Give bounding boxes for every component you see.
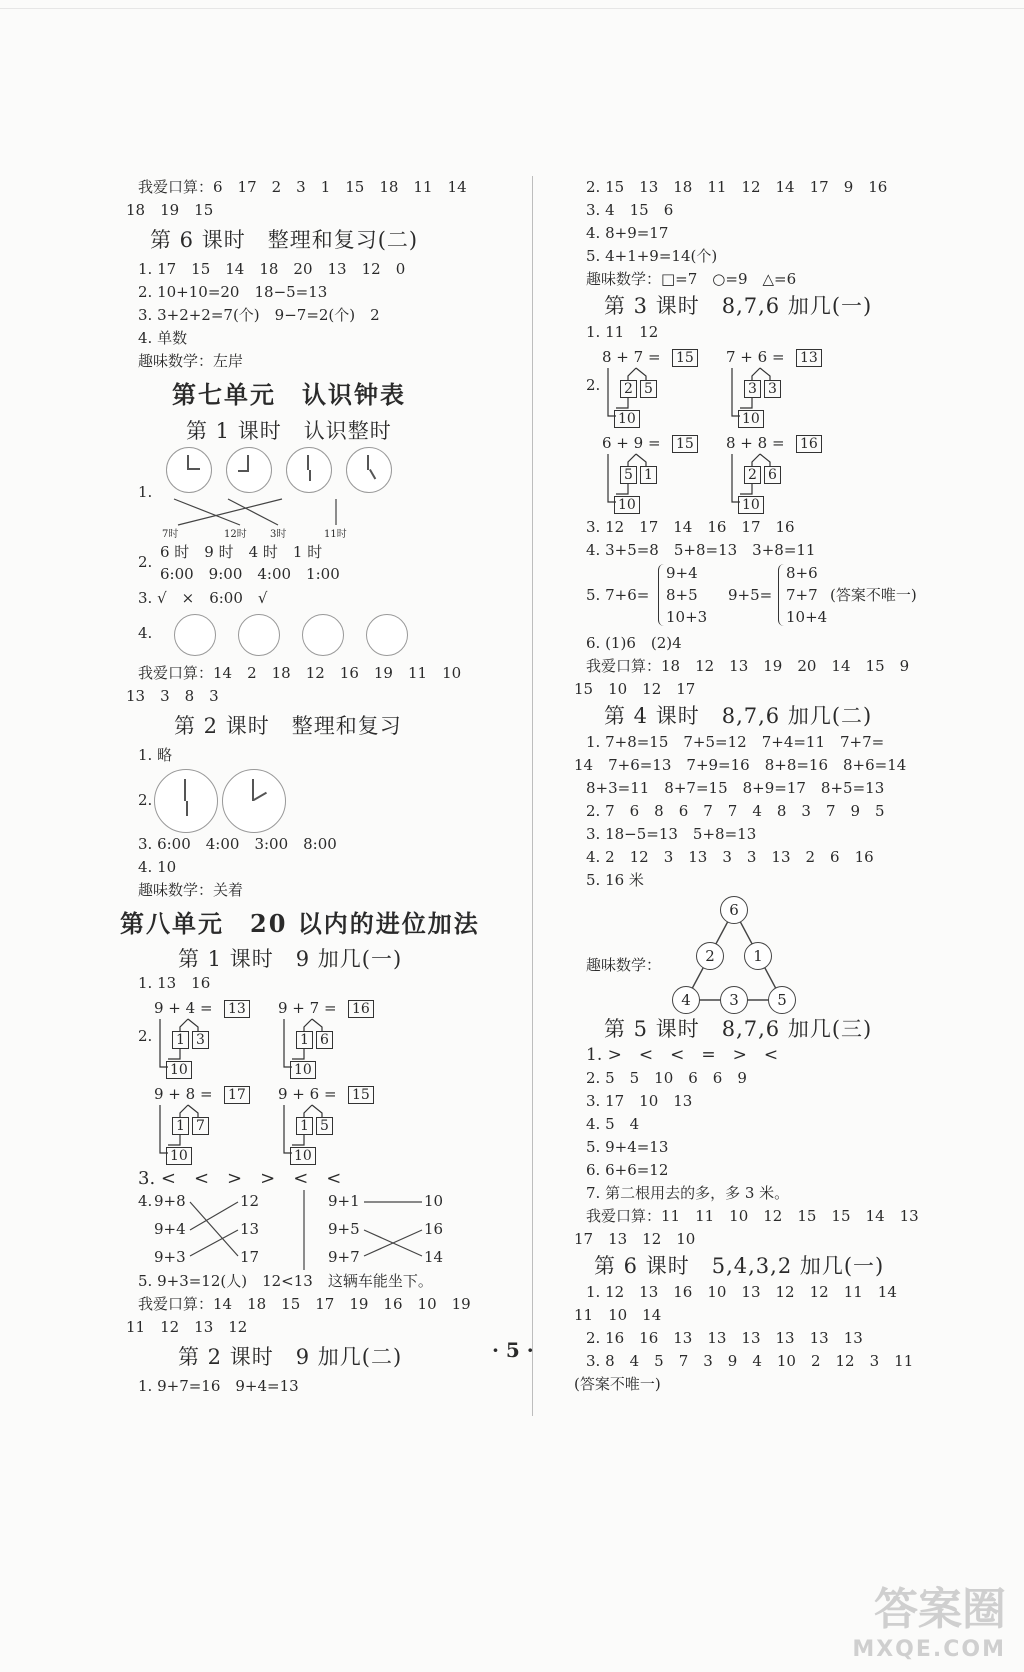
ten-box: 10 [166,1061,192,1079]
answer-line: 1. > < < = > < [586,1045,779,1065]
decompose-diagram [154,999,274,1083]
clock-row [174,614,408,656]
answer-line: 2. 7 6 8 6 7 7 4 8 3 7 9 5 [586,802,885,820]
lesson-heading: 第 4 课时 8,7,6 加几(二) [604,704,873,728]
split-box: 3 [192,1031,209,1049]
answer-line: 3. 8 4 5 7 3 9 4 10 2 12 3 11 [586,1352,914,1370]
answer-line: 7. 第二根用去的多，多 3 米。 [586,1184,790,1202]
answer-line: 6:00 9:00 4:00 1:00 [160,565,340,583]
ten-box: 10 [614,410,640,428]
split-box: 1 [296,1117,313,1135]
clock-face [302,614,344,656]
triangle-node: 4 [672,986,700,1014]
result-box: 15 [672,349,698,367]
fun-math-line: 趣味数学：关着 [138,881,244,899]
split-box: 1 [640,466,657,484]
answer-line: 11 10 14 [574,1306,662,1324]
oral-calc-cont: 13 3 8 3 [126,687,219,705]
answer-line: 8+3=11 8+7=15 8+9=17 8+5=13 [586,779,885,797]
answer-line: 2. 10+10=20 18−5=13 [138,283,328,301]
result-box: 17 [224,1086,250,1104]
expr: 9+4 [154,1220,186,1238]
answer-line: 3. √ × 6:00 √ [138,589,268,607]
value: 10 [424,1192,444,1210]
result-box: 13 [224,1000,250,1018]
split-box: 1 [172,1117,189,1135]
answer-line: 3. 17 10 13 [586,1092,693,1110]
split-box: 3 [764,380,781,398]
clock-face [154,769,218,833]
matching-question [138,1190,516,1270]
answer-line: 1. 略 [138,746,173,764]
answer-line: 1. 11 12 [586,323,659,341]
clock-label: 3时 [270,529,287,540]
answer-line: 5. 7+6= [586,586,650,604]
ten-box: 10 [290,1061,316,1079]
value: 12 [240,1192,260,1210]
triangle-node: 1 [744,942,772,970]
oral-calc-line: 我爱口算：18 12 13 19 20 14 15 9 [586,657,910,675]
clock-label: 11时 [324,529,347,540]
option: 8+6 [786,564,818,582]
question-number: 4. [138,1192,153,1210]
question-number: 2. [586,376,601,394]
top-border [0,8,1024,9]
split-box: 2 [620,380,637,398]
question-number: 2. [138,1027,153,1045]
question-5 [586,562,966,632]
equation: 9 + 4 = [154,999,213,1017]
watermark-url: MXQE.COM [852,1637,1006,1662]
lesson-heading: 第 6 课时 5,4,3,2 加几(一) [594,1254,885,1278]
equation: 6 + 9 = [602,434,661,452]
decompose-diagram [602,434,722,518]
answer-line: 6. 6+6=12 [586,1161,669,1179]
decompose-diagram [278,1085,398,1169]
answer-line: 3. 18−5=13 5+8=13 [586,825,757,843]
split-box: 5 [620,466,637,484]
result-box: 15 [348,1086,374,1104]
triangle-puzzle [586,892,966,1014]
answer-line: 6 时 9 时 4 时 1 时 [160,543,323,561]
result-box: 16 [348,1000,374,1018]
result-box: 13 [796,349,822,367]
option: 10+4 [786,608,828,626]
answer-line: 5. 9+3=12(人) 12<13 这辆车能坐下。 [138,1272,433,1290]
answer-line: 4. 5 4 [586,1115,640,1133]
answer-line: 5. 9+4=13 [586,1138,669,1156]
clock-match-question [138,445,516,541]
decompose-diagram [726,434,846,518]
answer-line: 3. 6:00 4:00 3:00 8:00 [138,835,337,853]
answer-line: 5. 4+1+9=14(个) [586,247,718,265]
clock-face [366,614,408,656]
answer-line: 4. 3+5=8 5+8=13 3+8=11 [586,541,816,559]
oral-calc-cont: 17 13 12 10 [574,1230,696,1248]
answer-line: 3. 3+2+2=7(个) 9−7=2(个) 2 [138,306,380,324]
decompose-diagram [602,348,722,432]
question-number: 2. [138,791,153,809]
fun-math-line: 趣味数学：左岸 [138,352,244,370]
answer-line: 4. 单数 [138,329,188,347]
unit-heading: 第七单元 认识钟表 [172,380,406,409]
clock-label: 7时 [162,529,179,540]
lesson-heading: 第 5 课时 8,7,6 加几(三) [604,1017,873,1041]
split-box: 6 [316,1031,333,1049]
fun-math-line: 趣味数学：□=7 ○=9 △=6 [586,270,797,288]
lesson-heading: 第 2 课时 整理和复习 [174,714,402,738]
decompose-diagram [154,1085,274,1169]
decompose-diagrams [138,995,516,1167]
split-box: 7 [192,1117,209,1135]
result-box: 15 [672,435,698,453]
split-box: 5 [316,1117,333,1135]
answer-line: 4. 2 12 3 13 3 3 13 2 6 16 [586,848,874,866]
clock-face [238,614,280,656]
equation: 7 + 6 = [726,348,785,366]
result-box: 16 [796,435,822,453]
option: 7+7 [786,586,818,604]
lesson-heading: 第 2 课时 9 加几(二) [178,1345,403,1369]
split-box: 1 [172,1031,189,1049]
expr: 9+7 [328,1248,360,1266]
ten-box: 10 [738,496,764,514]
fun-math-label: 趣味数学： [586,956,662,974]
ten-box: 10 [738,410,764,428]
split-box: 3 [744,380,761,398]
expr: 9+5 [328,1220,360,1238]
answer-line: 1. 9+7=16 9+4=13 [138,1377,299,1395]
answer-line: 2. 16 16 13 13 13 13 13 13 [586,1329,863,1347]
left-column [120,176,516,1398]
lesson-heading: 第 1 课时 认识整时 [186,419,392,443]
decompose-diagrams [586,344,966,516]
note: (答案不唯一) [830,586,917,604]
answer-line: 4. 10 [138,858,177,876]
question-number: 4. [138,624,153,642]
ten-box: 10 [290,1147,316,1165]
note: (答案不唯一) [574,1375,661,1393]
value: 14 [424,1248,444,1266]
oral-calc-line: 我爱口算：14 2 18 12 16 19 11 10 [138,664,462,682]
oral-calc-cont: 18 19 15 [126,201,214,219]
ten-box: 10 [166,1147,192,1165]
clock-label: 12时 [224,529,247,540]
triangle-node: 2 [696,942,724,970]
equation: 9 + 6 = [278,1085,337,1103]
question-number: 1. [138,483,153,501]
equation: 9 + 8 = [154,1085,213,1103]
value: 16 [424,1220,444,1238]
lesson-heading: 第 3 课时 8,7,6 加几(一) [604,294,873,318]
expr: 9+3 [154,1248,186,1266]
answer-line: 3. < < > > < < [138,1168,342,1189]
equation: 8 + 7 = [602,348,661,366]
triangle-node: 3 [720,986,748,1014]
answer-line: 1. 13 16 [138,974,211,992]
answer-line: 14 7+6=13 7+9=16 8+8=16 8+6=14 [574,756,907,774]
question-2-clocks [138,767,516,833]
split-box: 6 [764,466,781,484]
answer-line: 1. 12 13 16 10 13 12 12 11 14 [586,1283,897,1301]
triangle-node: 5 [768,986,796,1014]
split-box: 1 [296,1031,313,1049]
question-2 [138,541,516,587]
column-divider [532,176,533,1416]
answer-line: 3. 4 15 6 [586,201,674,219]
page-number: · 5 · [492,1338,534,1362]
option: 9+4 [666,564,698,582]
equation: 9 + 7 = [278,999,337,1017]
answer-line: 2. 5 5 10 6 6 9 [586,1069,747,1087]
lesson-heading: 第 1 课时 9 加几(一) [178,947,403,971]
option: 8+5 [666,586,698,604]
answer-line: 4. 8+9=17 [586,224,669,242]
split-box: 5 [640,380,657,398]
oral-calc-line: 我爱口算：6 17 2 3 1 15 18 11 14 [138,178,467,196]
unit-heading: 第八单元 20 以内的进位加法 [120,909,480,938]
question-4-clocks [138,610,516,662]
right-column [574,176,966,1396]
brace [658,564,665,626]
clock-face [174,614,216,656]
decompose-diagram [726,348,846,432]
answer-line: 2. 15 13 18 11 12 14 17 9 16 [586,178,888,196]
answer-line: 3. 12 17 14 16 17 16 [586,518,795,536]
clock-row [154,769,286,833]
value: 13 [240,1220,260,1238]
lesson-heading: 第 6 课时 整理和复习(二) [150,228,419,252]
value: 17 [240,1248,260,1266]
answer-line: 1. 17 15 14 18 20 13 12 0 [138,260,406,278]
expr: 9+8 [154,1192,186,1210]
ten-box: 10 [614,496,640,514]
answer-line: 5. 16 米 [586,871,644,889]
answer-line: 6. (1)6 (2)4 [586,634,682,652]
oral-calc-cont: 11 12 13 12 [126,1318,248,1336]
option: 10+3 [666,608,708,626]
brace [778,564,785,626]
question-number: 2. [138,553,153,571]
equation: 8 + 8 = [726,434,785,452]
watermark [852,1573,1006,1662]
clock-face [222,769,286,833]
decompose-diagram [278,999,398,1083]
answer-line: 9+5= [728,586,773,604]
oral-calc-line: 我爱口算：14 18 15 17 19 16 10 19 [138,1295,471,1313]
oral-calc-cont: 15 10 12 17 [574,680,696,698]
triangle-node: 6 [720,896,748,924]
oral-calc-line: 我爱口算：11 11 10 12 15 15 14 13 [586,1207,919,1225]
answer-line: 1. 7+8=15 7+5=12 7+4=11 7+7= [586,733,885,751]
expr: 9+1 [328,1192,360,1210]
watermark-title: 答案圈 [874,1584,1006,1635]
split-box: 2 [744,466,761,484]
